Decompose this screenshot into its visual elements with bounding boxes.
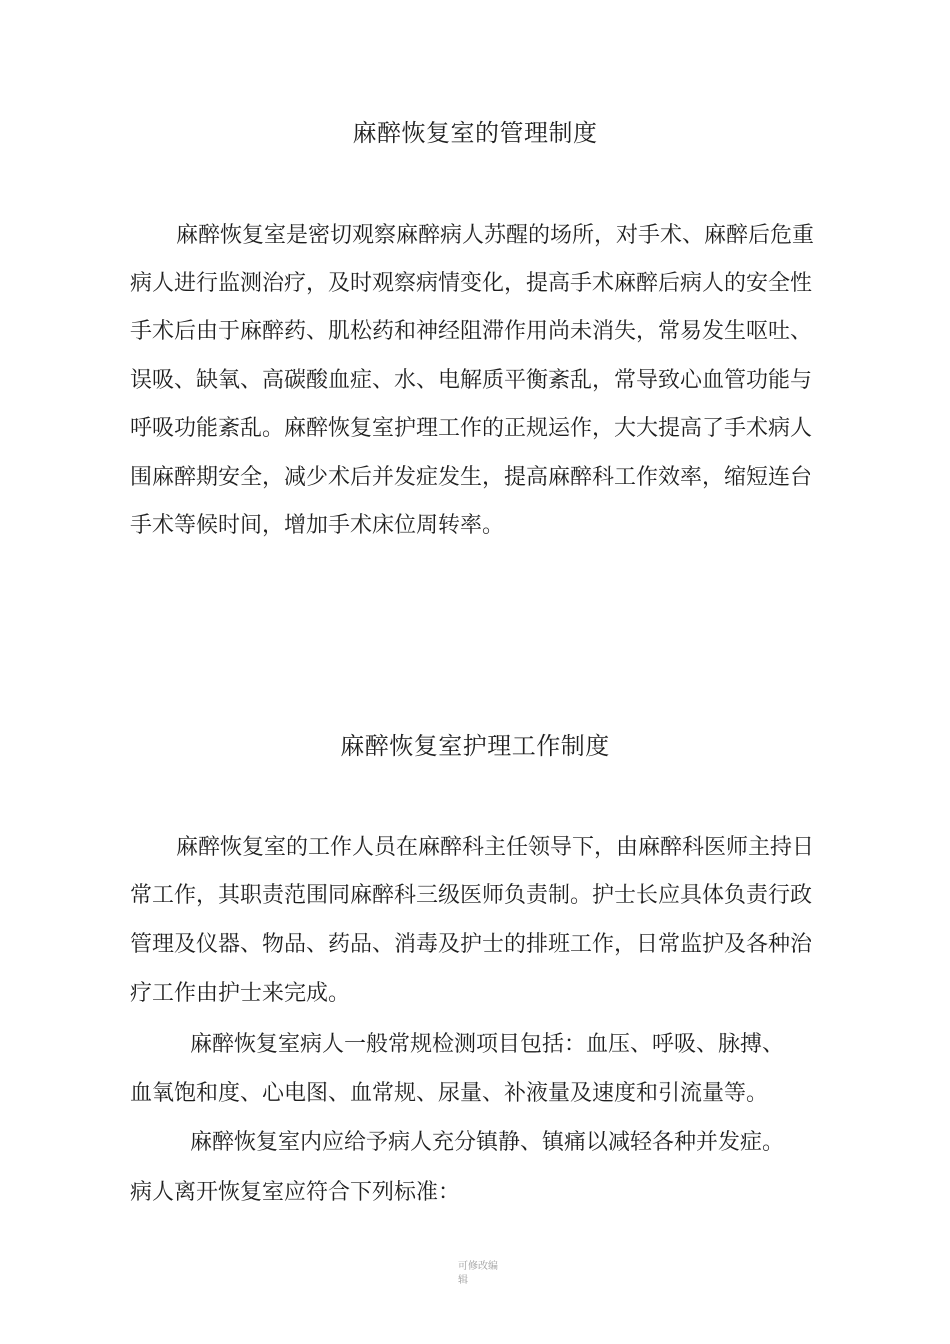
section-2-line: 疗工作由护士来完成。 xyxy=(130,981,351,1006)
section-2-line: 管理及仪器、物品、药品、消毒及护士的排班工作，日常监护及各种治 xyxy=(130,932,813,957)
section-1-line: 病人进行监测治疗，及时观察病情变化，提高手术麻醉后病人的安全性 xyxy=(130,271,813,296)
section-2-line: 麻醉恢复室的工作人员在麻醉科主任领导下，由麻醉科医师主持日 xyxy=(176,835,815,860)
section-2-line: 病人离开恢复室应符合下列标准： xyxy=(130,1180,461,1205)
section-1-line: 手术等候时间，增加手术床位周转率。 xyxy=(130,513,505,538)
section-2-line: 血氧饱和度、心电图、血常规、尿量、补液量及速度和引流量等。 xyxy=(130,1081,769,1106)
section-2-title: 麻醉恢复室护理工作制度 xyxy=(340,732,610,760)
footer-line: 辑 xyxy=(458,1275,468,1286)
section-1-line: 误吸、缺氧、高碳酸血症、水、电解质平衡紊乱，常导致心血管功能与 xyxy=(130,368,813,393)
section-1-line: 麻醉恢复室是密切观察麻醉病人苏醒的场所，对手术、麻醉后危重 xyxy=(176,223,815,248)
section-2-line: 常工作，其职责范围同麻醉科三级医师负责制。护士长应具体负责行政 xyxy=(130,883,813,908)
section-2-line: 麻醉恢复室病人一般常规检测项目包括：血压、呼吸、脉搏、 xyxy=(190,1032,785,1057)
section-1-line: 围麻醉期安全，减少术后并发症发生，提高麻醉科工作效率，缩短连台 xyxy=(130,465,813,490)
editable-footer-note xyxy=(458,1260,518,1288)
footer-line: 可修改编 xyxy=(458,1261,498,1272)
section-2-line: 麻醉恢复室内应给予病人充分镇静、镇痛以减轻各种并发症。 xyxy=(190,1130,785,1155)
section-1-line: 手术后由于麻醉药、肌松药和神经阻滞作用尚未消失，常易发生呕吐、 xyxy=(130,319,813,344)
section-1-line: 呼吸功能紊乱。麻醉恢复室护理工作的正规运作，大大提高了手术病人 xyxy=(130,416,813,441)
section-1-title: 麻醉恢复室的管理制度 xyxy=(352,119,598,147)
